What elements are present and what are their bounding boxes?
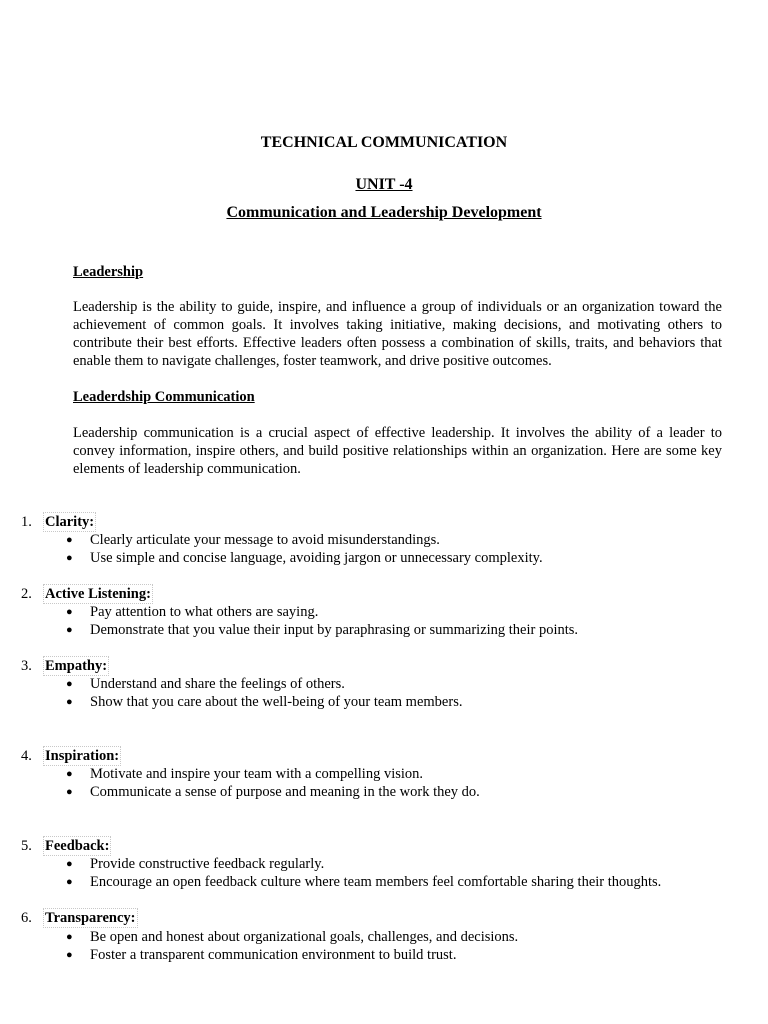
bullet-icon: ● <box>66 678 73 690</box>
bullet-text: Show that you care about the well-being of your team members. <box>90 694 463 710</box>
bullet-text: Foster a transparent communication environment to build trust. <box>90 947 457 963</box>
bullet-icon: ● <box>66 696 73 708</box>
section-paragraph-leadership-communication: Leadership communication is a crucial aspect of effective leadership. It involves the ability of a leader to convey information, inspire others, and build positive relationships within an organization. Here are some key elements of leadership communication. <box>73 425 722 477</box>
bullet-icon: ● <box>66 624 73 636</box>
bullet-icon: ● <box>66 858 73 870</box>
list-number: 6. <box>21 910 32 926</box>
unit-subtitle: Communication and Leadership Development <box>226 204 542 221</box>
bullet-text: Motivate and inspire your team with a compelling vision. <box>90 766 424 782</box>
bullet-icon: ● <box>66 768 73 780</box>
list-number: 4. <box>21 748 32 764</box>
section-paragraph-leadership: Leadership is the ability to guide, inspire, and influence a group of individuals or an organization toward the achievement of common goals. It involves taking initiative, making decisions, and motivating others to contribute their best efforts. Effective leaders often possess a combination of skills, traits, and behaviors that enable them to navigate challenges, foster teamwork, and drive positive outcomes. <box>73 299 722 369</box>
section-heading-leadership-communication: Leaderdship Communication <box>73 389 255 405</box>
list-number: 2. <box>21 586 32 602</box>
list-item-label: Active Listening: <box>45 586 151 602</box>
unit-heading: UNIT -4 <box>355 176 413 193</box>
list-item-label: Inspiration: <box>45 748 120 764</box>
list-number: 1. <box>21 514 32 530</box>
bullet-icon: ● <box>66 606 73 618</box>
bullet-icon: ● <box>66 931 73 943</box>
list-item-label: Feedback: <box>45 838 110 854</box>
list-item-label: Empathy: <box>45 658 108 674</box>
list-item-label: Clarity: <box>45 514 95 530</box>
bullet-text: Be open and honest about organizational goals, challenges, and decisions. <box>90 929 519 945</box>
list-number: 5. <box>21 838 32 854</box>
bullet-text: Pay attention to what others are saying. <box>90 604 319 620</box>
section-heading-leadership: Leadership <box>73 264 144 280</box>
document-title: TECHNICAL COMMUNICATION <box>260 134 508 151</box>
bullet-text: Communicate a sense of purpose and meaning in the work they do. <box>90 784 480 800</box>
bullet-text: Demonstrate that you value their input by paraphrasing or summarizing their points. <box>90 622 579 638</box>
bullet-icon: ● <box>66 876 73 888</box>
list-item-label: Transparency: <box>45 910 136 926</box>
bullet-text: Encourage an open feedback culture where team members feel comfortable sharing their thoughts. <box>90 874 662 890</box>
list-number: 3. <box>21 658 32 674</box>
bullet-icon: ● <box>66 786 73 798</box>
bullet-icon: ● <box>66 949 73 961</box>
bullet-icon: ● <box>66 552 73 564</box>
bullet-text: Provide constructive feedback regularly. <box>90 856 325 872</box>
bullet-icon: ● <box>66 534 73 546</box>
bullet-text: Clearly articulate your message to avoid misunderstandings. <box>90 532 440 548</box>
bullet-text: Use simple and concise language, avoiding jargon or unnecessary complexity. <box>90 550 543 566</box>
bullet-text: Understand and share the feelings of others. <box>90 676 345 692</box>
